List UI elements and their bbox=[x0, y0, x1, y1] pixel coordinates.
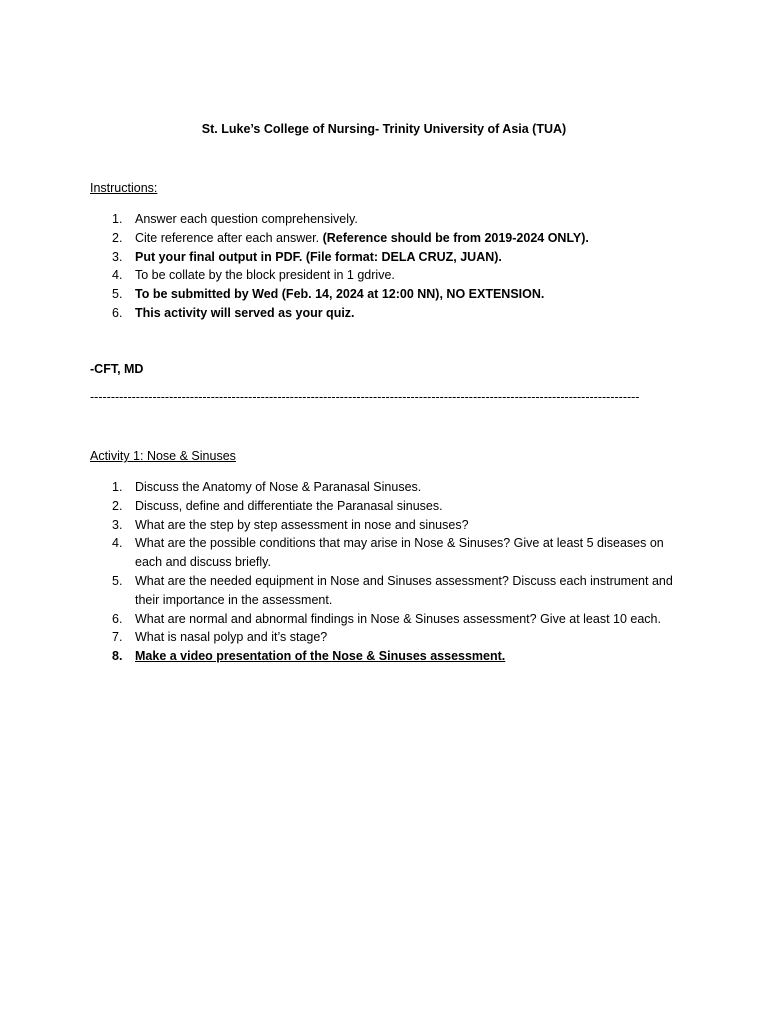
divider: ------------------------------------------------------------------------------------------------------------------------------------ bbox=[90, 390, 640, 404]
list-number: 2. bbox=[112, 498, 123, 513]
list-number: 2. bbox=[112, 230, 123, 245]
list-item bbox=[90, 610, 690, 629]
list-text: To be collate by the block president in 1 gdrive. bbox=[135, 268, 395, 283]
list-number: 1. bbox=[112, 212, 123, 226]
list-text: What are normal and abnormal findings in Nose & Sinuses assessment? Give at least 10 each. bbox=[135, 611, 661, 626]
list-text: Discuss, define and differentiate the Paranasal sinuses. bbox=[135, 498, 443, 513]
list-text: What are the step by step assessment in nose and sinuses? bbox=[135, 517, 469, 532]
list-number: 3. bbox=[112, 517, 123, 532]
activity-list bbox=[90, 478, 690, 666]
list-item bbox=[90, 572, 690, 610]
list-item bbox=[90, 478, 690, 497]
list-bold-text: To be submitted by Wed (Feb. 14, 2024 at 12:00 NN), NO EXTENSION. bbox=[135, 287, 545, 302]
list-number: 8. bbox=[112, 649, 123, 664]
list-bold-text: (Reference should be from 2019-2024 ONLY). bbox=[322, 230, 589, 245]
list-item bbox=[90, 229, 690, 248]
list-item bbox=[90, 628, 690, 647]
list-text: What is nasal polyp and it’s stage? bbox=[135, 630, 328, 645]
list-number: 6. bbox=[112, 611, 123, 626]
list-number: 6. bbox=[112, 305, 123, 320]
list-number: 1. bbox=[112, 480, 123, 494]
list-item bbox=[90, 516, 690, 535]
list-item bbox=[90, 497, 690, 516]
list-item bbox=[90, 210, 690, 229]
list-number: 4. bbox=[112, 268, 123, 283]
list-item bbox=[90, 534, 690, 572]
list-item bbox=[90, 647, 690, 666]
document-title: St. Luke’s College of Nursing- Trinity University of Asia (TUA) bbox=[201, 122, 567, 136]
activity-heading: Activity 1: Nose & Sinuses bbox=[90, 449, 236, 463]
signature: -CFT, MD bbox=[90, 362, 144, 376]
list-text: Answer each question comprehensively. bbox=[135, 212, 358, 226]
list-item bbox=[90, 304, 690, 323]
instructions-list bbox=[90, 210, 690, 323]
instructions-heading: Instructions: bbox=[90, 181, 158, 195]
list-number: 5. bbox=[112, 287, 123, 302]
list-item bbox=[90, 248, 690, 267]
list-number: 3. bbox=[112, 249, 123, 264]
list-text: What are the needed equipment in Nose and Sinuses assessment? Discuss each instrument and their importance in the assessment. bbox=[135, 573, 673, 607]
list-item bbox=[90, 285, 690, 304]
list-text: Cite reference after each answer. bbox=[135, 230, 323, 245]
list-number: 7. bbox=[112, 630, 123, 645]
list-bold-text: Put your final output in PDF. (File format: DELA CRUZ, JUAN). bbox=[135, 249, 502, 264]
list-text: What are the possible conditions that may arise in Nose & Sinuses? Give at least 5 diseases on each and discuss briefly. bbox=[135, 536, 664, 570]
list-text: Make a video presentation of the Nose & Sinuses assessment. bbox=[135, 649, 506, 664]
list-text: Discuss the Anatomy of Nose & Paranasal Sinuses. bbox=[135, 480, 422, 494]
list-item bbox=[90, 266, 690, 285]
list-number: 5. bbox=[112, 573, 123, 588]
list-number: 4. bbox=[112, 536, 123, 551]
list-bold-text: This activity will served as your quiz. bbox=[135, 305, 355, 320]
